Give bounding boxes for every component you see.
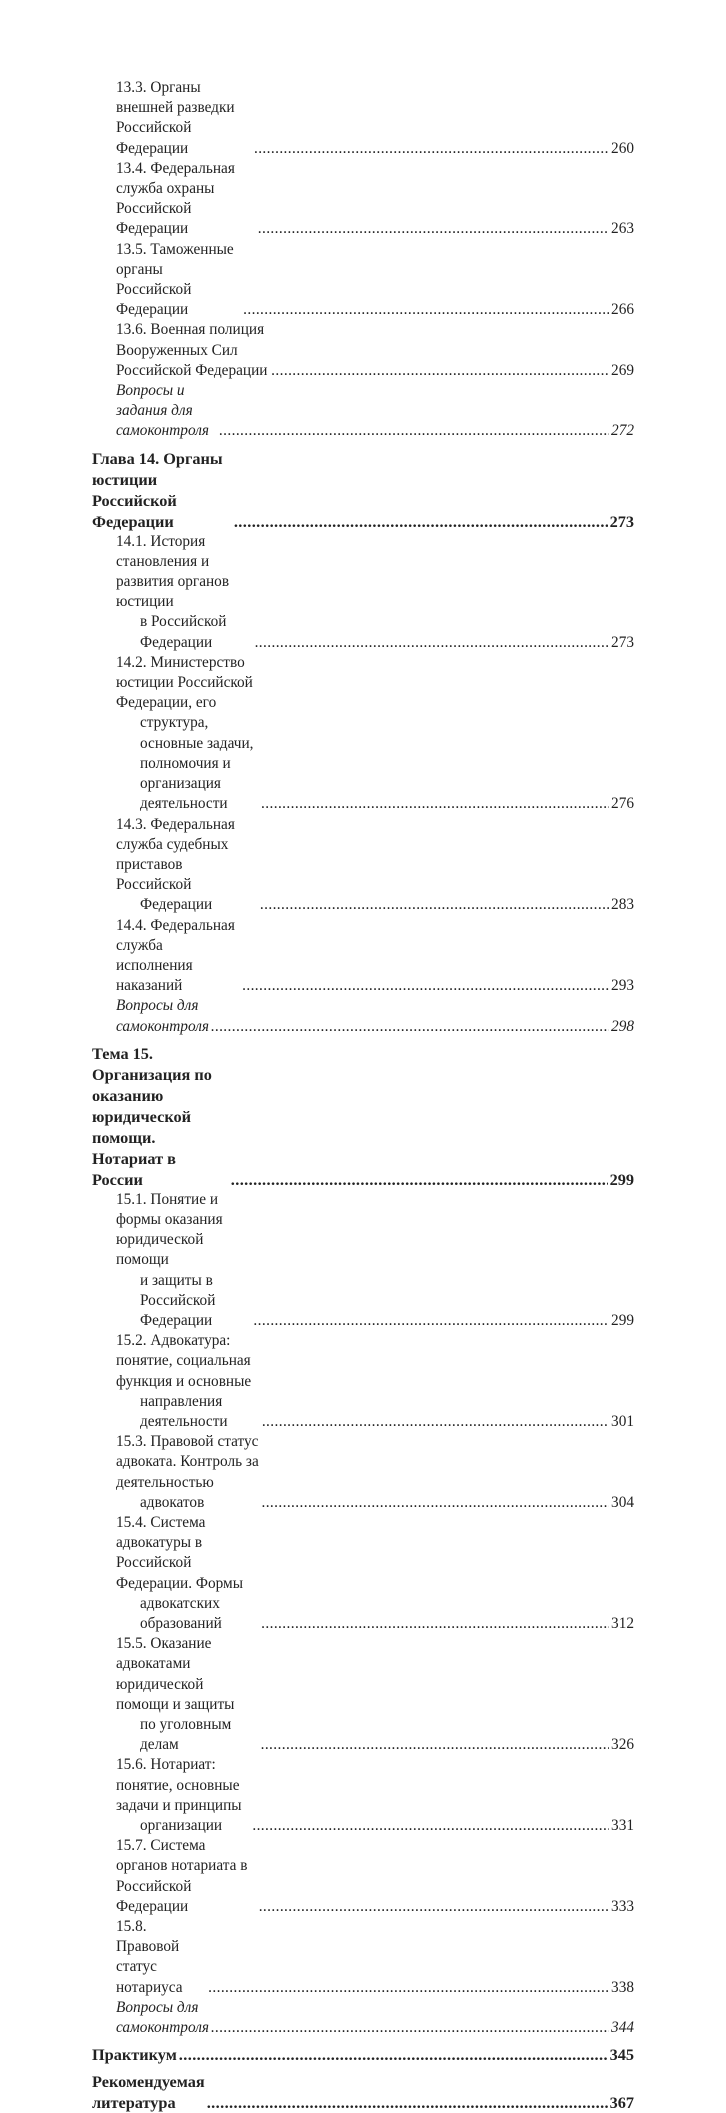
toc-page-number: 293 bbox=[611, 977, 634, 995]
toc-entry-title bbox=[116, 381, 217, 442]
toc-entry-line: 15.5. Оказание адвокатами юридической помощи и защиты bbox=[116, 1635, 235, 1713]
toc-entry-title bbox=[116, 1513, 259, 1634]
table-of-contents bbox=[92, 78, 634, 2113]
toc-entry-line: 15.6. Нотариат: понятие, основные задачи и принципы bbox=[116, 1756, 242, 1814]
toc-entry bbox=[92, 1836, 634, 1917]
dot-leader bbox=[208, 1978, 609, 1998]
toc-entry-line: помощи. Нотариат в России bbox=[92, 1127, 176, 1189]
toc-entry-line: 13.5. Таможенные органы Российской Федерации bbox=[116, 240, 234, 319]
toc-entry bbox=[92, 653, 634, 815]
toc-entry bbox=[92, 1190, 634, 1331]
toc-entry-line: адвокатских образований bbox=[140, 1594, 222, 1632]
toc-entry-title bbox=[116, 916, 240, 997]
toc-entry-line: направления деятельности bbox=[140, 1392, 228, 1430]
toc-entry-title bbox=[116, 653, 259, 815]
toc-entry-line: 13.6. Военная полиция Вооруженных Сил Российской Федерации bbox=[116, 321, 268, 379]
dot-leader bbox=[211, 1017, 609, 1037]
toc-entry-title bbox=[92, 1043, 229, 1190]
toc-entry bbox=[92, 381, 634, 442]
toc-entry-line: 13.3. Органы внешней разведки Российской Федерации bbox=[116, 79, 235, 157]
toc-entry-title bbox=[116, 1634, 259, 1755]
toc-entry-title bbox=[92, 2071, 205, 2113]
dot-leader bbox=[271, 361, 609, 381]
toc-page-number: 367 bbox=[609, 2093, 634, 2113]
toc-entry bbox=[92, 1513, 634, 1634]
toc-entry-title bbox=[116, 320, 269, 381]
toc-entry-title bbox=[116, 1836, 257, 1917]
toc-page-number: 276 bbox=[611, 795, 634, 813]
toc-entry bbox=[92, 532, 634, 653]
toc-entry bbox=[92, 240, 634, 321]
toc-entry bbox=[92, 1634, 634, 1755]
toc-page-number: 312 bbox=[611, 1615, 634, 1632]
toc-entry-title bbox=[116, 1432, 259, 1513]
toc-entry-line: 15.2. Адвокатура: понятие, социальная функция и основные bbox=[116, 1332, 252, 1390]
toc-entry-line: организации bbox=[140, 1817, 223, 1835]
toc-entry-line: Вопросы для самоконтроля bbox=[116, 997, 210, 1035]
toc-entry-line: адвокатов bbox=[140, 1493, 205, 1511]
toc-entry-line: 14.4. Федеральная служба исполнения наказаний bbox=[116, 916, 235, 995]
toc-entry-line: Вопросы и задания для самоконтроля bbox=[116, 382, 210, 440]
toc-page-number: 273 bbox=[609, 511, 634, 531]
dot-leader bbox=[261, 1493, 609, 1513]
toc-entry-line: 15.3. Правовой статус адвоката. Контроль за деятельностью bbox=[116, 1433, 259, 1491]
toc-entry-title bbox=[116, 1998, 209, 2038]
toc-entry bbox=[92, 159, 634, 240]
toc-entry-line: 15.1. Понятие и формы оказания юридической помощи bbox=[116, 1190, 223, 1269]
toc-entry bbox=[92, 916, 634, 997]
toc-page-number: 333 bbox=[611, 1897, 634, 1915]
toc-page-number: 273 bbox=[611, 633, 634, 651]
toc-entry-line: структура, основные задачи, полномочия и организация bbox=[140, 714, 254, 793]
toc-entry-title bbox=[92, 448, 232, 532]
dot-leader bbox=[258, 219, 609, 239]
toc-page-number: 269 bbox=[611, 361, 634, 379]
toc-entry-title bbox=[116, 996, 209, 1036]
dot-leader bbox=[179, 2044, 608, 2065]
toc-entry bbox=[92, 815, 634, 916]
toc-entry-line: 15.7. Система органов нотариата в Российской Федерации bbox=[116, 1837, 248, 1915]
toc-page-number: 326 bbox=[611, 1736, 634, 1754]
toc-entry-line: Федерации bbox=[140, 896, 213, 914]
toc-entry-title bbox=[116, 1917, 206, 1998]
toc-entry bbox=[92, 2044, 634, 2065]
dot-leader bbox=[234, 511, 608, 532]
toc-entry bbox=[92, 1917, 634, 1998]
dot-leader bbox=[231, 1169, 608, 1190]
dot-leader bbox=[255, 633, 609, 653]
toc-entry-title bbox=[92, 2044, 177, 2065]
toc-entry-line: деятельности bbox=[140, 795, 228, 813]
toc-page-number: 331 bbox=[611, 1817, 634, 1835]
dot-leader bbox=[262, 1412, 609, 1432]
toc-entry-title bbox=[116, 159, 256, 240]
dot-leader bbox=[254, 139, 609, 159]
dot-leader bbox=[243, 300, 609, 320]
toc-entry-line: 15.8. Правовой статус нотариуса bbox=[116, 1918, 183, 1996]
toc-entry-line: Практикум bbox=[92, 2045, 177, 2065]
toc-entry bbox=[92, 2071, 634, 2113]
toc-page-number: 301 bbox=[611, 1412, 634, 1430]
toc-entry bbox=[92, 1998, 634, 2038]
toc-page-number: 283 bbox=[611, 896, 634, 914]
toc-page-number: 260 bbox=[611, 139, 634, 157]
toc-entry-line: Рекомендуемая литература bbox=[92, 2072, 205, 2113]
toc-page-number: 266 bbox=[611, 301, 634, 319]
dot-leader bbox=[242, 976, 609, 996]
toc-entry-line: 14.2. Министерство юстиции Российской Федерации, его bbox=[116, 653, 253, 712]
toc-entry-title bbox=[116, 1331, 260, 1432]
toc-entry bbox=[92, 1331, 634, 1432]
toc-entry-line: Глава 14. Органы юстиции Российской Федерации bbox=[92, 448, 223, 531]
dot-leader bbox=[260, 895, 609, 915]
toc-entry bbox=[92, 1043, 634, 1190]
toc-entry-line: и защиты в Российской Федерации bbox=[140, 1271, 216, 1329]
dot-leader bbox=[253, 1311, 609, 1331]
toc-entry-title bbox=[116, 78, 252, 159]
toc-page-number: 298 bbox=[611, 1017, 634, 1035]
toc-page-number: 344 bbox=[611, 2019, 634, 2037]
toc-entry-line: 14.1. История становления и развития органов юстиции bbox=[116, 532, 230, 611]
toc-entry-line: 13.4. Федеральная служба охраны Российской Федерации bbox=[116, 159, 235, 238]
toc-entry bbox=[92, 996, 634, 1036]
toc-entry bbox=[92, 1432, 634, 1513]
toc-page-number: 338 bbox=[611, 1978, 634, 1996]
toc-entry-line: по уголовным делам bbox=[140, 1716, 232, 1754]
dot-leader bbox=[252, 1816, 609, 1836]
toc-entry-line: 14.3. Федеральная служба судебных приставов Российской bbox=[116, 815, 235, 894]
toc-entry-title bbox=[116, 815, 258, 916]
toc-entry-title bbox=[116, 1755, 250, 1836]
toc-entry bbox=[92, 448, 634, 532]
toc-entry bbox=[92, 78, 634, 159]
toc-page-number: 299 bbox=[609, 1169, 634, 1189]
dot-leader bbox=[261, 794, 609, 814]
toc-entry-title bbox=[116, 1190, 251, 1331]
dot-leader bbox=[259, 1897, 609, 1917]
toc-entry-title bbox=[116, 240, 241, 321]
dot-leader bbox=[219, 421, 609, 441]
toc-page-number: 304 bbox=[611, 1493, 634, 1511]
dot-leader bbox=[261, 1735, 609, 1755]
toc-page-number: 345 bbox=[609, 2045, 634, 2065]
toc-page-number: 272 bbox=[611, 422, 634, 440]
toc-entry-line: в Российской Федерации bbox=[140, 613, 227, 651]
toc-entry bbox=[92, 320, 634, 381]
toc-entry-line: 15.4. Система адвокатуры в Российской Федерации. Формы bbox=[116, 1513, 243, 1592]
toc-entry-title bbox=[116, 532, 253, 653]
dot-leader bbox=[211, 2018, 609, 2038]
toc-page-number: 299 bbox=[611, 1311, 634, 1329]
dot-leader bbox=[261, 1614, 609, 1634]
dot-leader bbox=[207, 2092, 608, 2113]
toc-entry-line: Вопросы для самоконтроля bbox=[116, 1998, 210, 2037]
toc-entry-line: Тема 15. Организация по оказанию юридической bbox=[92, 1043, 212, 1126]
toc-entry bbox=[92, 1755, 634, 1836]
toc-page-number: 263 bbox=[611, 220, 634, 238]
